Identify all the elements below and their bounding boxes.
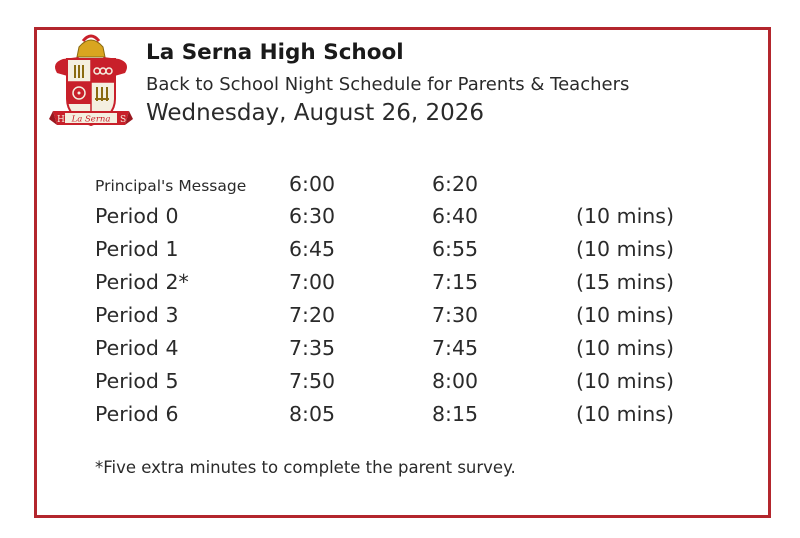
row-label: Period 2* (95, 270, 189, 294)
schedule-row (37, 303, 768, 333)
row-label: Period 0 (95, 204, 179, 228)
row-end-time: 6:40 (432, 204, 479, 228)
event-date: Wednesday, August 26, 2026 (146, 100, 485, 126)
row-end-time: 8:15 (432, 402, 479, 426)
row-label: Period 3 (95, 303, 179, 327)
row-end-time: 6:55 (432, 237, 479, 261)
row-start-time: 7:50 (289, 369, 336, 393)
schedule-row (37, 204, 768, 234)
row-label: Principal's Message (95, 177, 247, 195)
row-start-time: 7:35 (289, 336, 336, 360)
crest-letter-s: S (120, 115, 127, 125)
row-duration: (10 mins) (576, 336, 674, 360)
schedule-row (37, 237, 768, 267)
schedule-card (34, 27, 771, 518)
row-start-time: 8:05 (289, 402, 336, 426)
row-label: Period 4 (95, 336, 179, 360)
row-start-time: 6:00 (289, 172, 336, 196)
row-duration: (10 mins) (576, 402, 674, 426)
row-end-time: 8:00 (432, 369, 479, 393)
row-duration: (10 mins) (576, 237, 674, 261)
schedule-table (37, 30, 768, 515)
row-start-time: 6:45 (289, 237, 336, 261)
row-duration: (10 mins) (576, 369, 674, 393)
school-name: La Serna High School (146, 40, 404, 65)
schedule-row (37, 270, 768, 300)
row-duration: (15 mins) (576, 270, 674, 294)
crest-letter-h: H (57, 115, 65, 125)
row-start-time: 7:00 (289, 270, 336, 294)
row-end-time: 7:15 (432, 270, 479, 294)
schedule-row (37, 402, 768, 432)
schedule-row (37, 369, 768, 399)
footnote: *Five extra minutes to complete the parent survey. (95, 458, 516, 477)
row-duration: (10 mins) (576, 303, 674, 327)
row-end-time: 7:45 (432, 336, 479, 360)
schedule-row (37, 336, 768, 366)
row-end-time: 7:30 (432, 303, 479, 327)
schedule-subtitle: Back to School Night Schedule for Parents & Teachers (146, 74, 630, 95)
schedule-row (37, 172, 768, 202)
row-label: Period 6 (95, 402, 179, 426)
crest-banner-text: La Serna (71, 114, 111, 125)
row-start-time: 6:30 (289, 204, 336, 228)
row-label: Period 5 (95, 369, 179, 393)
row-duration: (10 mins) (576, 204, 674, 228)
row-start-time: 7:20 (289, 303, 336, 327)
row-label: Period 1 (95, 237, 179, 261)
row-end-time: 6:20 (432, 172, 479, 196)
